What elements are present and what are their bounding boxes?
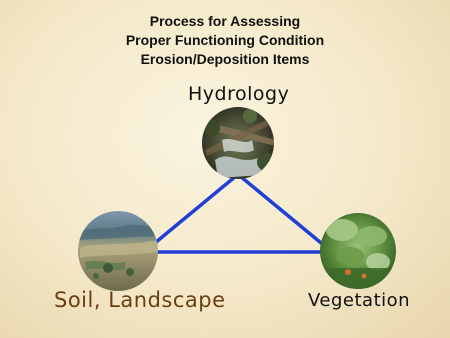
- soil-landscape-label: Soil, Landscape: [54, 288, 226, 312]
- hydrology-label: Hydrology: [188, 83, 290, 105]
- vegetation-label: Vegetation: [308, 290, 411, 311]
- connector-right: [240, 176, 332, 252]
- title-line-1: Process for Assessing: [149, 13, 301, 29]
- connector-left: [144, 176, 236, 252]
- vegetation-photo: [320, 213, 396, 290]
- title-line-3: Erosion/Deposition Items: [140, 51, 310, 67]
- soil-landscape-photo: [78, 211, 158, 291]
- title-line-2: Proper Functioning Condition: [125, 32, 325, 48]
- hydrology-photo: [200, 107, 276, 179]
